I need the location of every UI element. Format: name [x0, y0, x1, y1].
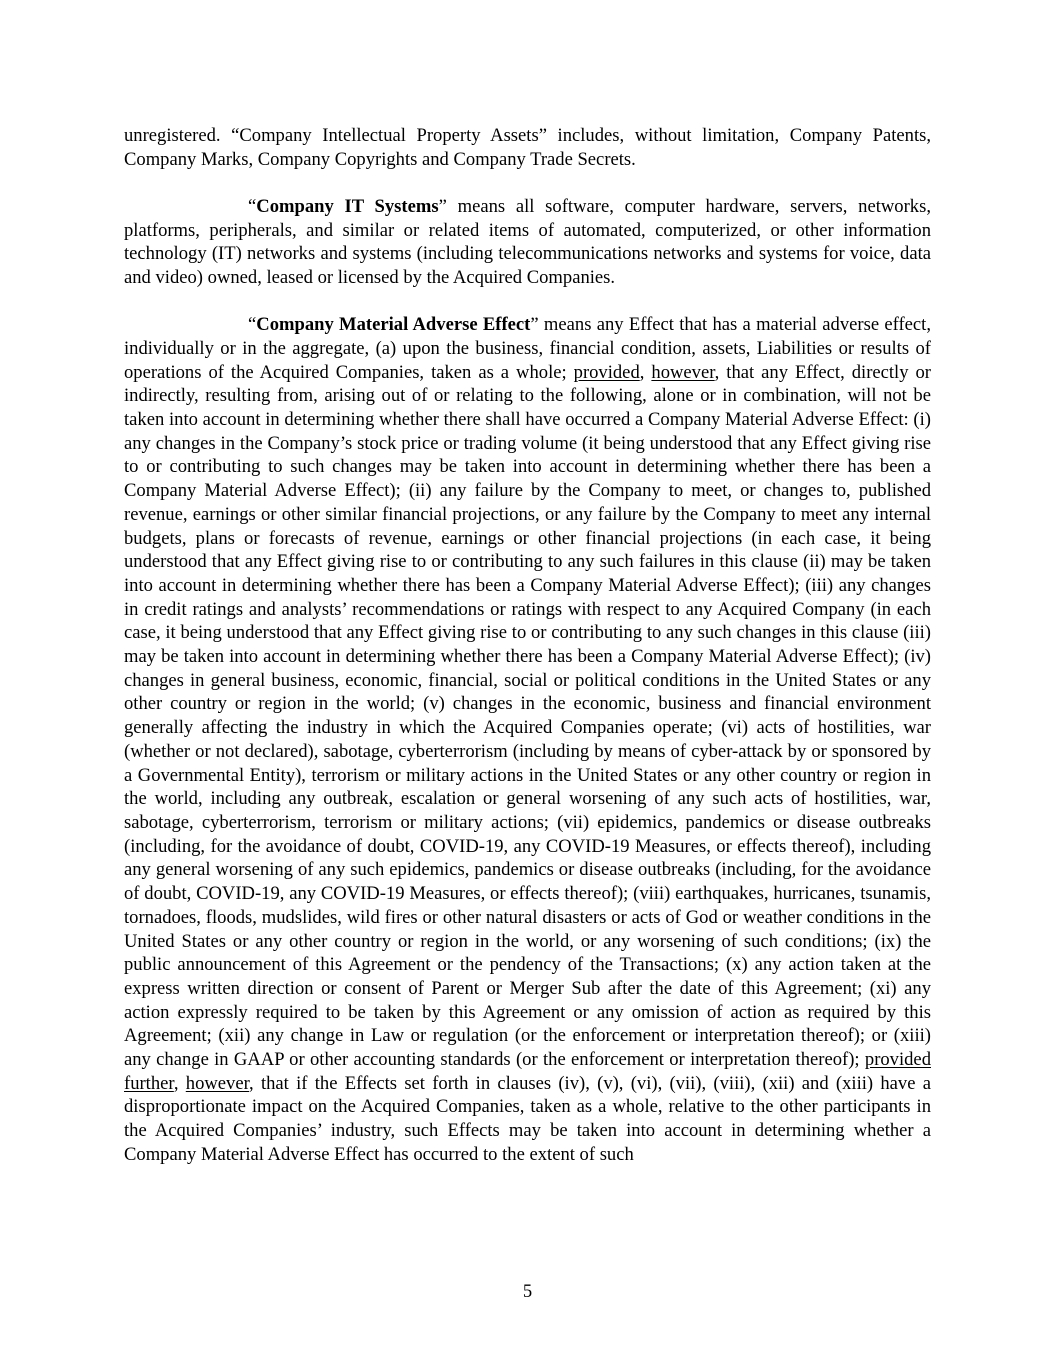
definition-body-part-1: means any Effect that has a material adverse effect, individually or in the aggregate, (a) upon the business, financial condition, assets, Liabilities or results of operations of the Acquired Companies, taken as a whole; — [124, 314, 931, 383]
page-number: 5 — [522, 1281, 533, 1302]
paragraph-ip-assets-continuation — [124, 124, 931, 171]
definition-company-it-systems — [124, 195, 931, 290]
provided-underlined: provided — [573, 361, 640, 383]
open-quote: “ — [248, 195, 257, 217]
comma: , — [639, 361, 652, 383]
however-underlined: however — [185, 1072, 250, 1094]
open-quote: “ — [248, 314, 257, 336]
definition-body-part-3: , that if the Effects set forth in clauses (iv), (v), (vi), (vii), (viii), (xii) and (xiii) have a disproportionate impact on the Acquired Companies, taken as a whole, relative to the other participants in the Acquired Companies’ industry, such Effects may be taken into account in determining whether a Company Material Adverse Effect has occurred to the extent of such — [124, 1072, 931, 1165]
defined-term: Company Material Adverse Effect — [256, 314, 531, 336]
paragraph-text: unregistered. “Company Intellectual Property Assets” includes, without limitation, Company Patents, Company Marks, Company Copyrights and Company Trade Secrets. — [124, 125, 931, 170]
comma: , — [173, 1072, 186, 1094]
close-quote: ” — [530, 314, 539, 336]
document-page — [124, 124, 931, 1190]
close-quote: ” — [438, 195, 447, 217]
definition-body-part-2: , that any Effect, directly or indirectly, resulting from, arising out of or relating to the following, alone or in combination, will not be taken into account in determining whether there shall have occurred a Company Material Adverse Effect: (i) any changes in the Company’s stock price or trading volume (it being understood that any Effect giving rise to or contributing to such changes may be taken into account in determining whether there has been a Company Material Adverse Effect); (ii) any failure by the Company to meet, or changes to, published revenue, earnings or other similar financial projections, or any failure by the Company to meet any internal budgets, plans or forecasts of revenue, earnings or other financial projections (in each case, it being understood that any Effect giving rise to or contributing to any such failures in this clause (ii) may be taken into account in determining whether there has been a Company Material Adverse Effect); (iii) any changes in credit ratings and analysts’ recommendations or ratings with respect to any Acquired Company (in each case, it being understood that any Effect giving rise to or contributing to any such changes in this clause (iii) may be taken into account in determining whether there has been a Company Material Adverse Effect); (iv) changes in general business, economic, financial, social or political conditions in the United States or any other country or region in the world; (v) changes in the economic, business and financial environment generally affecting the industry in which the Acquired Companies operate; (vi) acts of hostilities, war (whether or not declared), sabotage, cyberterrorism (including by means of cyber-attack by or sponsored by a Governmental Entity), terrorism or military actions in the United States or any other country or region in the world, including any outbreak, escalation or general worsening of any such acts of hostilities, war, sabotage, cyberterrorism, terrorism or military actions; (vii) epidemics, pandemics or disease outbreaks (including, for the avoidance of doubt, COVID-19, any COVID-19 Measures, or effects thereof), including any general worsening of any such epidemics, pandemics or disease outbreaks (including, for the avoidance of doubt, COVID-19, any COVID-19 Measures, or effects thereof); (viii) earthquakes, hurricanes, tsunamis, tornadoes, floods, mudslides, wild fires or other natural disasters or acts of God or weather conditions in the United States or any other country or region in the world, or any worsening of such conditions; (ix) the public announcement of this Agreement or the pendency of the Transactions; (x) any action taken at the express written direction or consent of Parent or Merger Sub after the date of this Agreement; (xi) any action expressly required to be taken by this Agreement or any omission of action as required by this Agreement; (xii) any change in Law or regulation (or the enforcement or interpretation thereof); or (xiii) any change in GAAP or other accounting standards (or the enforcement or interpretation thereof); — [124, 361, 931, 1071]
provided-further-underlined: provided further — [124, 1049, 931, 1094]
defined-term: Company IT Systems — [256, 195, 439, 217]
definition-company-material-adverse-effect — [124, 313, 931, 1166]
however-underlined: however — [651, 361, 715, 383]
definition-body: means all software, computer hardware, servers, networks, platforms, peripherals, and similar or related items of automated, computerized, or other information technology (IT) networks and systems (including telecommunications networks and systems for voice, data and video) owned, leased or licensed by the Acquired Companies. — [124, 195, 931, 289]
